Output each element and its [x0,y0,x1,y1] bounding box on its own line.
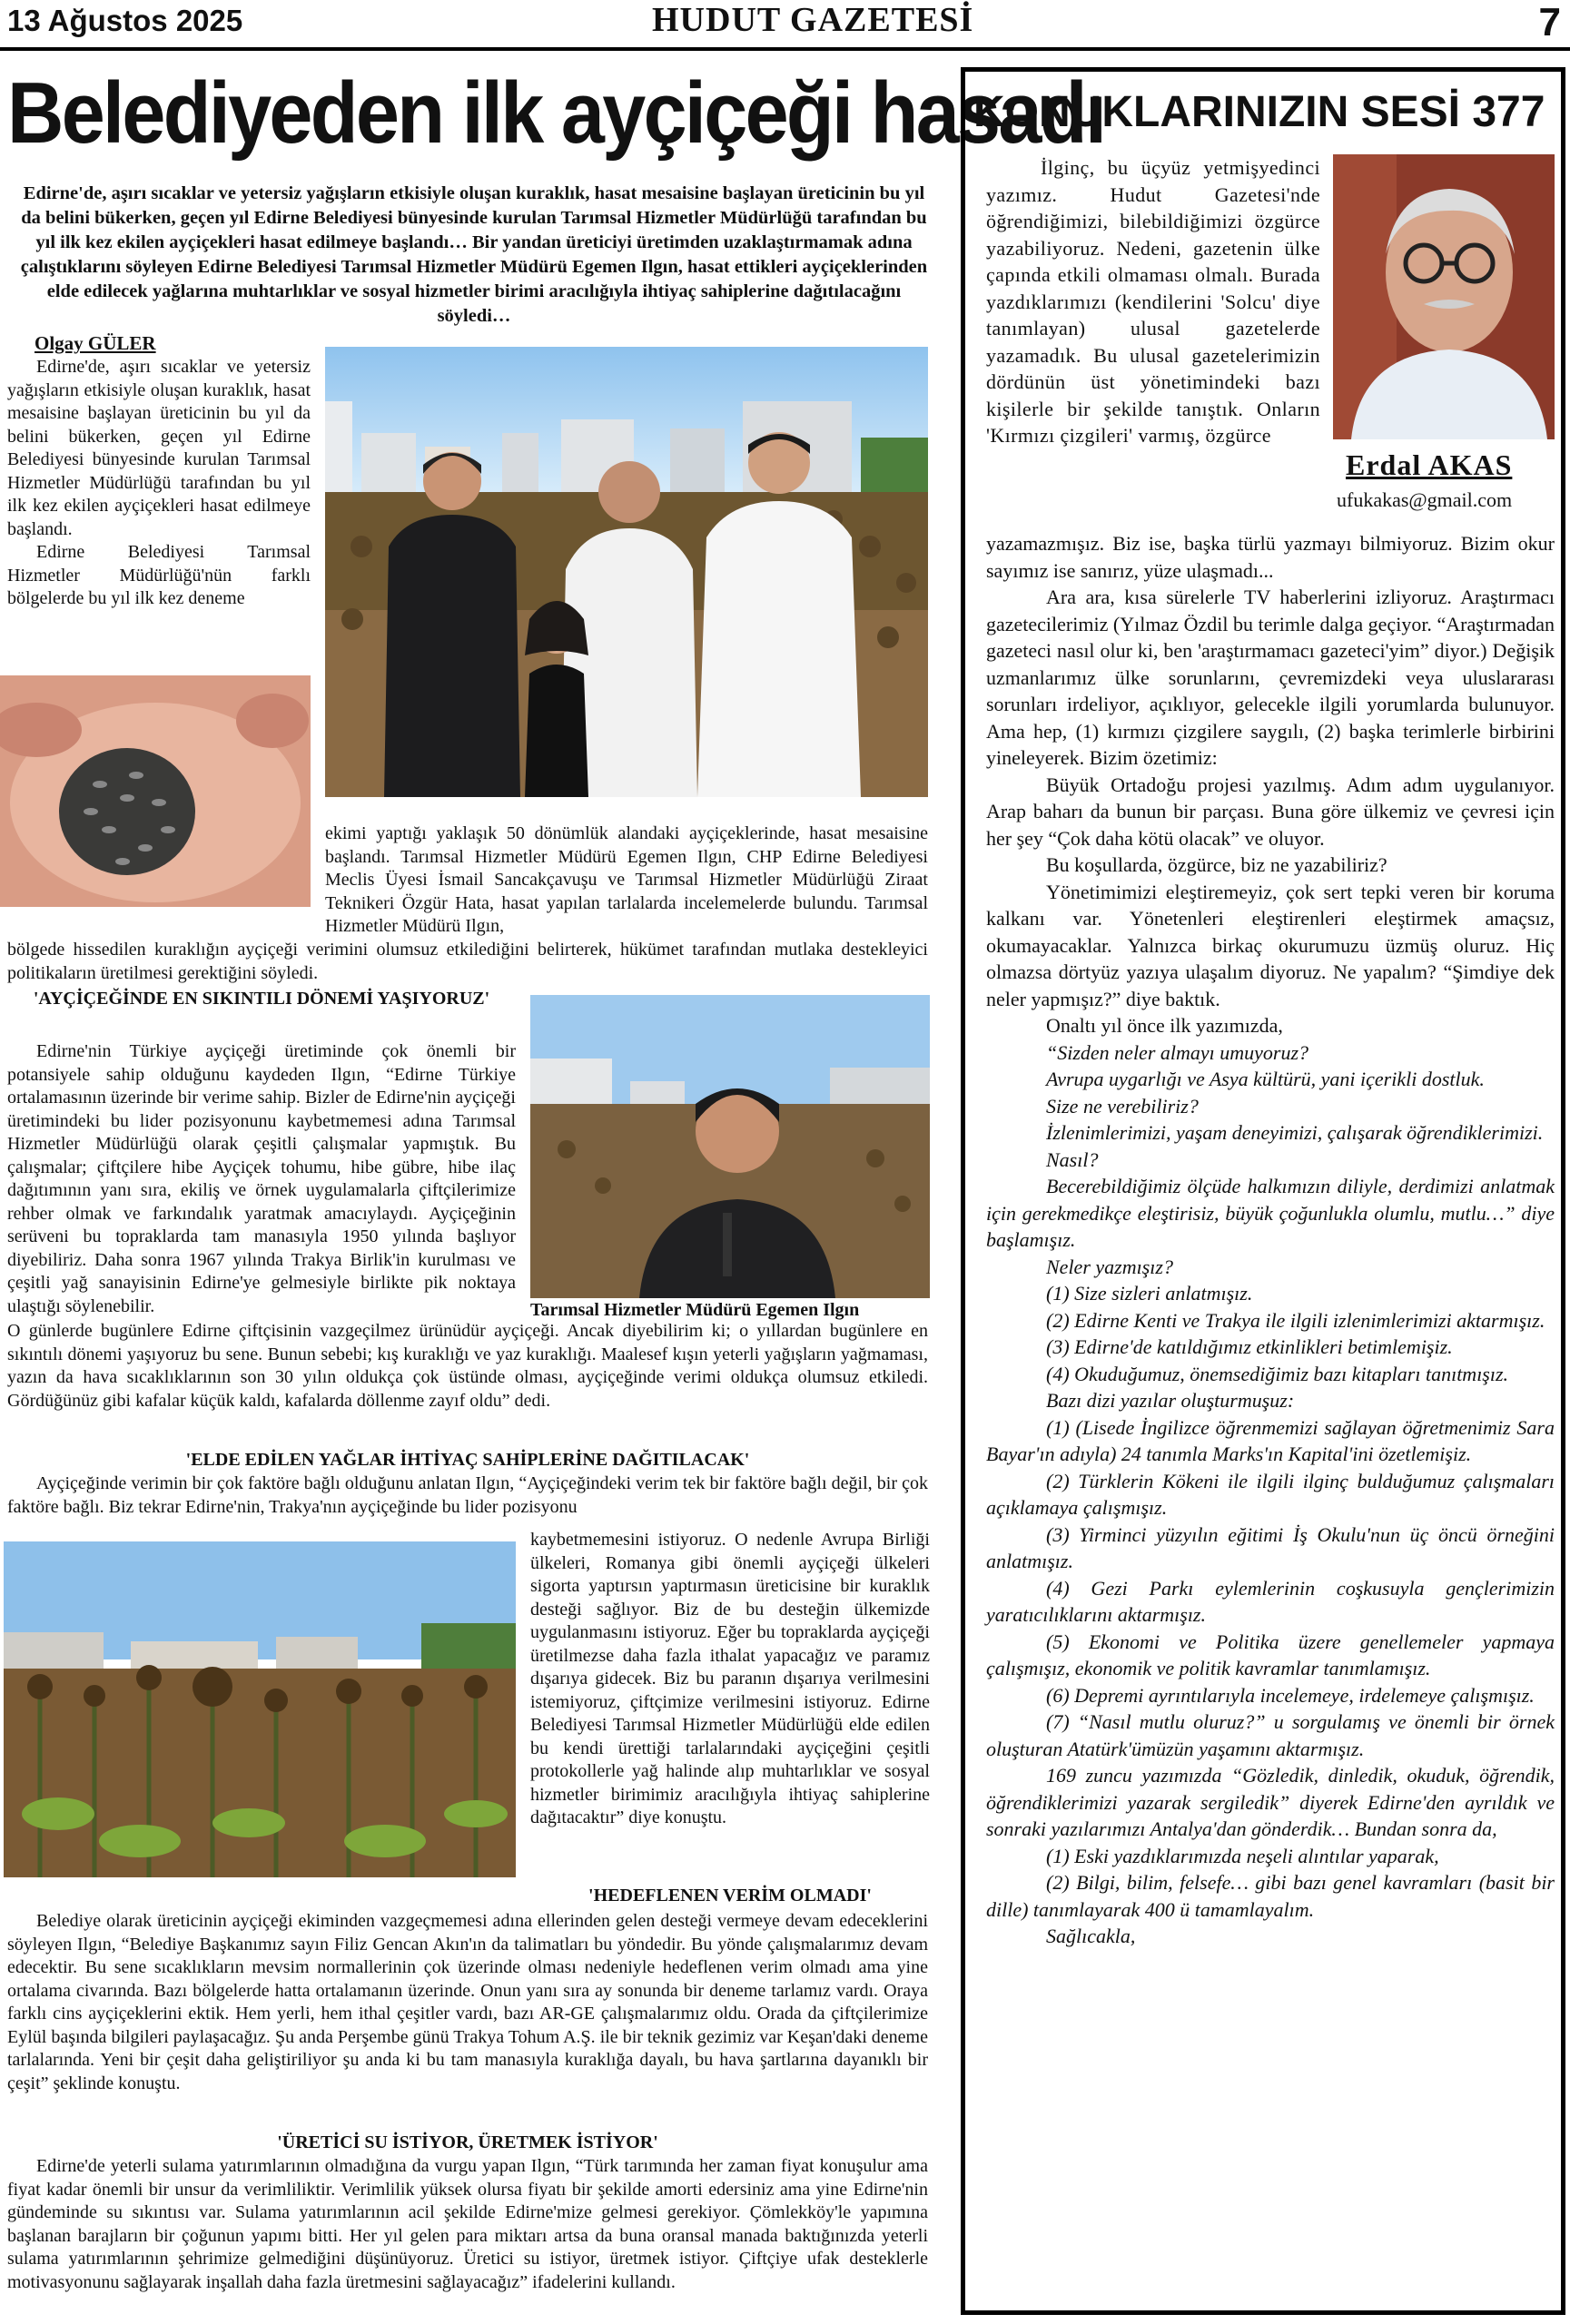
page-number: 7 [1538,0,1561,44]
group-photo [325,347,928,797]
column-author: Erdal AKAS [1346,448,1513,481]
italic-line: Neler yazmışız? [1046,1255,1173,1278]
italic-line: (2) Türklerin Kökeni ile ilgili ilginç bulduğumuz çalışmaları açıklamaya çalışmışız. [986,1469,1555,1519]
paragraph: Yönetimimizi eleştiremeyiz, çok sert tepki veren bir koruma kalkanı var. Yönetenleri eleştirenleri eleştirmek amaçsız, okumayacaklar. Yalnızca birkaç okurumuzu üzmüş oluruz. Hiç olmazsa dörtyüz yazıya ulaşalım diyoruz. Ne yapalım? “Şimdiye dek neler yapmışız?” diye baktık. [986,880,1555,1010]
paragraph: Bu koşullarda, özgürce, biz ne yazabiliriz? [1046,853,1387,876]
article-headline: Belediyeden ilk ayçiçeği hasadı [7,64,1105,162]
italic-line: (1) Size sizleri anlatmışız. [1046,1282,1253,1305]
seeds-in-hand-photo [0,675,311,907]
newspaper-name: HUDUT GAZETESİ [652,1,974,39]
italic-line: “Sizden neler almayı umuyoruz? [1046,1040,1309,1064]
paragraph: Onaltı yıl önce ilk yazımızda, [1046,1014,1283,1037]
italic-line: Becerebildiğimiz ölçüde halkımızın diliyle, derdimizi anlatmak için gerekmedikçe eleştirisiz, büyük çoğunlukla olumlu, mutlu…” diye başlamışız. [986,1175,1555,1251]
article-paragraph-3-continued: kaybetmemesini istiyoruz. O nedenle Avrupa Birliği ülkeleri, Romanya gibi önemli ayçiçeği ülkeleri sigorta yaptırsın yaptırmasın üreticisine bir kuraklık desteği sağlıyor. Biz de bu desteğin ülkemizde uygulanmasını istiyoruz. Eğer bu topraklarda ayçiçeği üretilmezse daha fazla ithalat yapacağız ve paramız dışarıya gidecek. Biz bu paranın dışarıya verilmesini istemiyoruz, çiftçimize verilmesini istiyoruz. Edirne Belediyesi Tarımsal Hizmetler Müdürlüğü elde edilen bu kendi ürettiği tarlalarındaki ayçiçeğini çeşitli protokollerle yağ halinde alıp muhtarlıklar ve sosyal hizmetler birimimiz aracılığıyla ihtiyaç sahiplerine dağıtacaktır” diye konuştu. [530,1530,930,1827]
italic-line: (5) Ekonomi ve Politika üzere genellemeler yapmaya çalışmışız, ekonomik ve politik kavramlar tanımlamışız. [986,1630,1555,1679]
article-paragraph-1-continued: ekimi yaptığı yaklaşık 50 dönümlük alandaki ayçiçeklerinde, hasat mesaisine başlandı. Tarımsal Hizmetler Müdürü Egemen Ilgın, CHP Edirne Belediyesi Meclis Üyesi İsmail Sancakçavuşu ve Tarımsal Hizmetler Müdürlüğü Ziraat Teknikeri Özgür Hata, hasat yapılan tarlalarda incelemelerde bulundu. Tarımsal Hizmetler Müdürü Ilgın, [325,823,928,936]
italic-line: (1) Eski yazdıklarımızda neşeli alıntılar yaparak, [1046,1844,1439,1867]
subheading-3: 'HEDEFLENEN VERİM OLMADI' [588,1886,872,1905]
paragraph: İlginç, bu üçyüz yetmişyedinci yazımız. Hudut Gazetesi'nde öğrendiğimizi, bilebildiğimizi özgürce yazabiliyoruz. Nedeni, gazetenin ülke çapında etkili olmaması olmalı. Burada yazdıklarımızı (kendilerini 'Solcu' diye tanımlayan) ulusal gazetelerde yazamadık. Bu ulusal gazetelerimizin dördünün üst yönetimindeki bazı kişilerle bir şekilde tanıştık. Onların 'Kırmızı çizgileri' varmış, özgürce [986,156,1320,447]
italic-line: (6) Depremi ayrıntılarıyla incelemeye, irdelemeye çalışmışız. [1046,1683,1535,1707]
column-title: KONUKLARINIZIN SESİ 377 [973,88,1545,136]
paragraph: Büyük Ortadoğu projesi yazılmış. Adım adım uygulanıyor. Arap baharı da bunun bir parçası. Buna göre ülkemiz ve çevresi için her şey “Çok daha kötü olacak” ve oluyor. [986,773,1555,850]
article-paragraph-4 [7,1910,928,2095]
italic-line: Avrupa uygarlığı ve Asya kültürü, yani içerikli dostluk. [1046,1068,1485,1090]
italic-line: Bazı dizi yazılar oluşturmuşuz: [1046,1389,1295,1412]
author-email: ufukakas@gmail.com [1337,488,1513,511]
sunflower-field-photo [4,1541,516,1877]
article-paragraph-5 [7,2155,928,2294]
italic-line: İzlenimlerimizi, yaşam deneyimizi, çalışarak öğrendiklerimizi. [1046,1121,1544,1144]
italic-line: 169 zuncu yazımızda “Gözledik, dinledik, okuduk, öğrendik, öğrendiklerimizi yazarak sergiledik” diyerek Edirne'den ayrıldık ve sonraki yazılarımızı Antalya'dan gönderdik… Bundan sonra da, [986,1764,1555,1840]
director-photo [530,995,930,1298]
article-byline: Olgay GÜLER [35,332,156,354]
italic-line: (4) Gezi Parkı eylemlerinin coşkusuyla gençlerimizin yaratıcılıklarını aktarmışız. [986,1576,1555,1626]
paragraph: Edirne'nin Türkiye ayçiçeği üretiminde çok önemli bir potansiyele sahip olduğunu kaydeden Ilgın, “Edirne Türkiye ortalamasının üzerinde bir verime sahip. Bizler de Edirne'nin ayçiçeği üretimindeki bu lider pozisyonunu kaybetmemesi adına Tarımsal Hizmetler Müdürlüğü olarak çeşitli çalışmalar yapmıştık. Bu çalışmalar; çiftçilere hibe Ayçiçek tohumu, hibe gübre, hibe ilaç dağıtımının yanı sıra, ekiliş ve örnek uygulamalarla çiftçilerimize rehber olmak ve farkındalık yaratmak amacıylaydı. Ayçiçeğinin serüveni bu topraklarda tam manasıyla 1950 yılında başlıyor diyebiliriz. Daha sonra 1967 yılında Trakya Birlik'in kurulması ve çeşitli yağ sanayisinin Edirne'ye gelmesiyle birlikte pik noktaya ulaştığı söylenebilir. [7,1041,516,1316]
italic-line: Size ne verebiliriz? [1046,1094,1199,1118]
paragraph: Ara ara, kısa sürelerle TV haberlerini izliyoruz. Araştırmacı gazetecilerimiz (Yılmaz Özdil bu terimle dalga geçiyor. “Araştırmadan gazeteci nasıl olur ki, ben 'araştırmamacı gazeteci'yim” diyor.) Değişik uzmanlarımız ülke sorunlarını, çevremizdeki veya uluslararası sorunları irdeliyor, açıklıyor, gelecekle ilgili yorumlarda bulunuyor. Ama hep, (1) kırmızı çizgilere saygılı, (2) başka terimlerle birbirini yineleyerek. Bizim özetimiz: [986,586,1555,769]
italic-line: (2) Edirne Kenti ve Trakya ile ilgili izlenimlerimizi aktarmışız. [1046,1308,1545,1332]
italic-line: (4) Okuduğumuz, önemsediğimiz bazı kitapları tanıtmışız. [1046,1362,1509,1385]
subheading-2: 'ELDE EDİLEN YAĞLAR İHTİYAÇ SAHİPLERİNE DAĞITILACAK' [185,1450,750,1470]
italic-line: (1) (Lisede İngilizce öğrenmemizi sağlayan öğretmenimiz Sara Bayar'ın adıyla) 24 tanımla Marks'ın Kapital'ini özetlemişiz. [986,1415,1555,1465]
italic-line: Sağlıcakla, [1046,1925,1136,1947]
column-intro [986,154,1320,449]
author-photo [1333,154,1555,439]
italic-line: Nasıl? [1046,1147,1099,1171]
italic-line: (7) “Nasıl mutlu oluruz?” u sorgulamış ve önemli bir örnek oluşturan Atatürk'ümüzün yaşamını aktarmışız. [986,1710,1555,1760]
issue-date: 13 Ağustos 2025 [7,4,243,37]
paragraph: Edirne Belediyesi Tarımsal Hizmetler Müdürlüğü'nün farklı bölgelerde bu yıl ilk kez deneme [7,542,311,608]
article-paragraph-2-end: O günlerde bugünlere Edirne çiftçisinin vazgeçilmez ürünüdür ayçiçeği. Ancak diyebilirim ki; o yıllardan bugünlere en sıkıntılı dönemi yaşıyoruz bu sene. Bunun sebebi; kış kuraklığı ve yaz kuraklığı. Maalesef kışın yeterli yağışların yağmaması, yazın da hava sıcaklıklarının son 30 yılın oldukça çok üstünde olması, ayçiçeğinde verimi oldukça olumsuz etkiledi. Gördüğünüz gibi kafalar küçük kaldı, kafalarda döllenme zayıf oldu” dedi. [7,1321,928,1411]
italic-line: (2) Bilgi, bilim, felsefe… gibi bazı genel kavramları (basit bir dille) tanımlayarak 400 ü tamamlayalım. [986,1871,1555,1921]
paragraph: yazamazmışız. Biz ise, başka türlü yazmayı bilmiyoruz. Bizim okur sayımız ise sanırız, yüze ulaşmadı... [986,532,1555,582]
paragraph: Edirne'de yeterli sulama yatırımlarının olmadığına da vurgu yapan Ilgın, “Türk tarımında her zaman fiyat konuşulur ama fiyat kadar önemli bir unsur da verimliliktir. Verimlilik yüksek olursa fiyatı bir şekilde amorti edersiniz ama yine Edirne'nin gündeminde su sıkıntısı var. Sulama yatırımlarının acil şekilde Edirne'mize gelmesi gerekiyor. Çömlekköy'le yapımına başlanan barajların bir çoğunun yapımı bitti. Her yıl gelen para miktarı artsa da buna oransal manada baktığınızda yeterli sulama yatırımlarının şehrimize gelmediğini düşünüyoruz. Üretici su istiyor, üretmek istiyor. Çiftçiye ufak desteklerle motivasyonunu sağlayarak inşallah daha fazla üretmesini sağlayacağız” ifadelerini kullandı. [7,2156,928,2292]
paragraph: Ayçiçeğinde verimin bir çok faktöre bağlı olduğunu anlatan Ilgın, “Ayçiçeğindeki verim tek bir faktöre bağlı değil, bir çok faktöre bağlı. Biz tekrar Edirne'nin, Trakya'nın ayçiçeğinde bu lider pozisyonu [7,1473,928,1517]
italic-line: (3) Edirne'de katıldığımız etkinlikleri betimlemişiz. [1046,1335,1453,1358]
subheading-4: 'ÜRETİCİ SU İSTİYOR, ÜRETMEK İSTİYOR' [277,2132,658,2152]
article-paragraph-2 [7,1040,516,1318]
italic-line: (3) Yirminci yüzyılın eğitimi İş Okulu'nun üç öncü örneğini anlatmışız. [986,1522,1555,1572]
paragraph: Belediye olarak üreticinin ayçiçeği ekiminden vazgeçmemesi adına ellerinden gelen desteği vermeye devam edeceklerini söyleyen Ilgın, “Belediye Başkanımız sayın Filiz Gencan Akın'ın da talimatları bu yöndedir. Bu yönde çalışmalarımız devam edecektir. Bu sene sıcaklıkların mevsim normallerinin çok üzerinde olması nedeniyle hedeflenen verim olmadı ama yine ortalama civarında. Bazı bölgelerde hatta ortalamanın üzerinde. Onun yanı sıra ay sonunda bir deneme tarlamız vardı. Oraya farklı cins ayçiçeklerini ektik. Hem yerli, hem ithal çeşitler vardı, bazı AR-GE çalışmalarımız oldu. Orada da çiftçilerimize Eylül başında bilgileri paylaşacağız. Şu anda Perşembe günü Trakya Tohum A.Ş. ile bir teknik gezimiz var Keşan'daki deneme tarlalarında. Yeni bir çeşit daha geliştiriliyor şu anda ki bu tam manasıyla kuraklığa dayalı, bu hava şartlarına dayanıklı bir çeşit” şeklinde konuştu. [7,1911,928,2093]
article-paragraph-3 [7,1472,928,1519]
paragraph: Edirne'de, aşırı sıcaklar ve yetersiz yağışların etkisiyle oluşan kuraklık, hasat mesaisine başlayan üreticinin bu yıl da belini bükerken, geçen yıl Edirne Belediyesi bünyesinde kurulan Tarımsal Hizmetler Müdürlüğü tarafından bu yıl ilk kez ekilen ayçiçekleri hasat edilmeye başlandı. [7,357,311,539]
director-photo-caption: Tarımsal Hizmetler Müdürü Egemen Ilgın [530,1300,860,1320]
masthead-rule [0,47,1570,51]
article-paragraph-1-end: bölgede hissedilen kuraklığın ayçiçeği verimini olumsuz etkilediğini belirterek, hükümet tarafından mutlaka destekleyici politikaların üretilmesi gerektiğini söyledi. [7,940,928,983]
article-lead: Edirne'de, aşırı sıcaklar ve yetersiz yağışların etkisiyle oluşan kuraklık, hasat mesaisine başlayan üreticinin bu yıl da belini bükerken, geçen yıl Edirne Belediyesi bünyesinde kurulan Tarımsal Hizmetler Müdürlüğü tarafından bu yıl ilk kez ekilen ayçiçekleri hasat edilmeye başlandı… Bir yandan üreticiyi üretimden uzaklaştırmamak adına çalıştıklarını söyleyen Edirne Belediyesi Tarımsal Hizmetler Müdürü Egemen Ilgın, hasat ettikleri ayçiçeklerinden elde edilecek yağlarına muhtarlıklar ve sosyal hizmetler birimi aracılığıyla ihtiyaç sahiplerine dağıtılacağını söyledi… [20,183,928,326]
article-paragraph-1 [7,356,311,611]
column-body [986,530,1555,1950]
subheading-1: 'AYÇİÇEĞİNDE EN SIKINTILI DÖNEMİ YAŞIYORUZ' [33,989,490,1009]
